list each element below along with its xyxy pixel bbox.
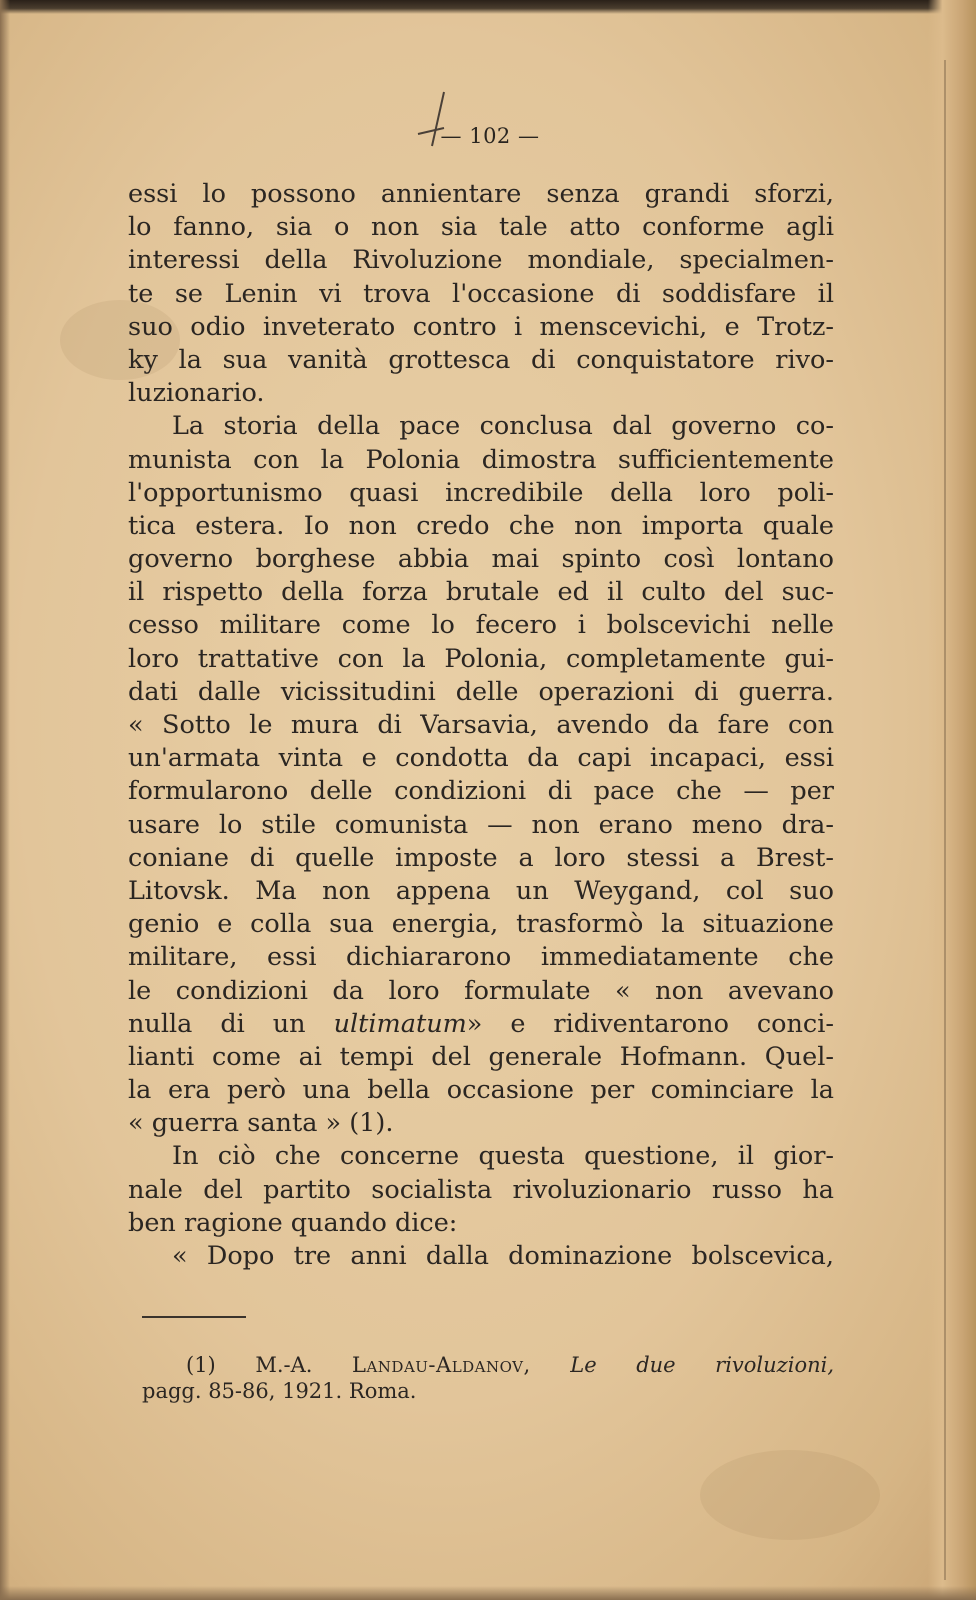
text-line: loro trattative con la Polonia, completamente gui- bbox=[128, 643, 834, 674]
footnote-author-initials: M.-A. bbox=[255, 1353, 313, 1377]
text-line: dati dalle vicissitudini delle operazioni di guerra. bbox=[128, 676, 834, 707]
text-line: te se Lenin vi trova l'occasione di soddisfare il bbox=[128, 278, 834, 309]
text-line: coniane di quelle imposte a loro stessi a Brest- bbox=[128, 842, 834, 873]
text-line: Litovsk. Ma non appena un Weygand, col suo bbox=[128, 875, 834, 906]
text-line: genio e colla sua energia, trasformò la situazione bbox=[128, 909, 834, 940]
page-top-edge bbox=[0, 0, 976, 14]
text-fragment: nulla di un bbox=[128, 1008, 306, 1039]
text-line: ky la sua vanità grottesca di conquistatore rivo- bbox=[128, 344, 834, 375]
text-line: suo odio inveterato contro i menscevichi, e Trotz- bbox=[128, 311, 834, 342]
text-line: munista con la Polonia dimostra sufficientemente bbox=[128, 444, 834, 475]
footnote bbox=[142, 1352, 834, 1404]
text-line: lo fanno, sia o non sia tale atto conforme agli bbox=[128, 212, 834, 243]
text-line: militare, essi dichiararono immediatamente che bbox=[128, 942, 834, 973]
text-line: nale del partito socialista rivoluzionario russo ha bbox=[128, 1174, 834, 1205]
text-line: La storia della pace conclusa dal governo co- bbox=[172, 411, 834, 442]
text-line-with-italic bbox=[128, 1008, 834, 1041]
text-line: essi lo possono annientare senza grandi sforzi, bbox=[128, 179, 834, 209]
footnote-title: Le due rivoluzioni, bbox=[570, 1353, 835, 1377]
footnote-line: pagg. 85-86, 1921. Roma. bbox=[142, 1379, 417, 1403]
text-line: tica estera. Io non credo che non importa quale bbox=[128, 510, 834, 541]
page-left-edge bbox=[0, 0, 10, 1600]
page-number: — 102 — bbox=[440, 124, 540, 148]
text-line: luzionario. bbox=[128, 378, 265, 409]
footnote-line bbox=[142, 1352, 834, 1378]
text-line: interessi della Rivoluzione mondiale, specialmen- bbox=[128, 245, 834, 276]
footnote-author: Landau-Aldanov, bbox=[352, 1353, 531, 1377]
binding-line bbox=[944, 60, 946, 1580]
text-line: ben ragione quando dice: bbox=[128, 1207, 458, 1238]
text-line: formularono delle condizioni di pace che — per bbox=[128, 776, 834, 807]
text-line: l'opportunismo quasi incredibile della loro poli- bbox=[128, 477, 834, 508]
italic-term: ultimatum bbox=[333, 1008, 467, 1039]
text-line: il rispetto della forza brutale ed il culto del suc- bbox=[128, 577, 834, 608]
paper-stain bbox=[700, 1450, 880, 1540]
footnote-separator bbox=[142, 1316, 246, 1318]
text-line: governo borghese abbia mai spinto così lontano bbox=[128, 544, 834, 575]
text-line: « guerra santa » (1). bbox=[128, 1108, 394, 1139]
text-line: lianti come ai tempi del generale Hofmann. Quel- bbox=[128, 1041, 834, 1072]
text-line: In ciò che concerne questa questione, il gior- bbox=[172, 1141, 834, 1172]
text-line: « Dopo tre anni dalla dominazione bolscevica, bbox=[172, 1241, 834, 1271]
page-binding-edge bbox=[928, 0, 976, 1600]
text-line: usare lo stile comunista — non erano meno dra- bbox=[128, 809, 834, 840]
footnote-marker: (1) bbox=[186, 1353, 216, 1377]
text-line: un'armata vinta e condotta da capi incapaci, essi bbox=[128, 743, 834, 774]
text-line: le condizioni da loro formulate « non avevano bbox=[128, 975, 834, 1006]
text-line: la era però una bella occasione per cominciare la bbox=[128, 1075, 834, 1106]
page-bottom-edge bbox=[0, 1586, 976, 1600]
body-text bbox=[128, 178, 834, 1273]
text-line: « Sotto le mura di Varsavia, avendo da fare con bbox=[128, 710, 834, 740]
text-fragment: » e ridiventarono conci- bbox=[466, 1008, 834, 1039]
text-line: cesso militare come lo fecero i bolscevichi nelle bbox=[128, 610, 834, 641]
